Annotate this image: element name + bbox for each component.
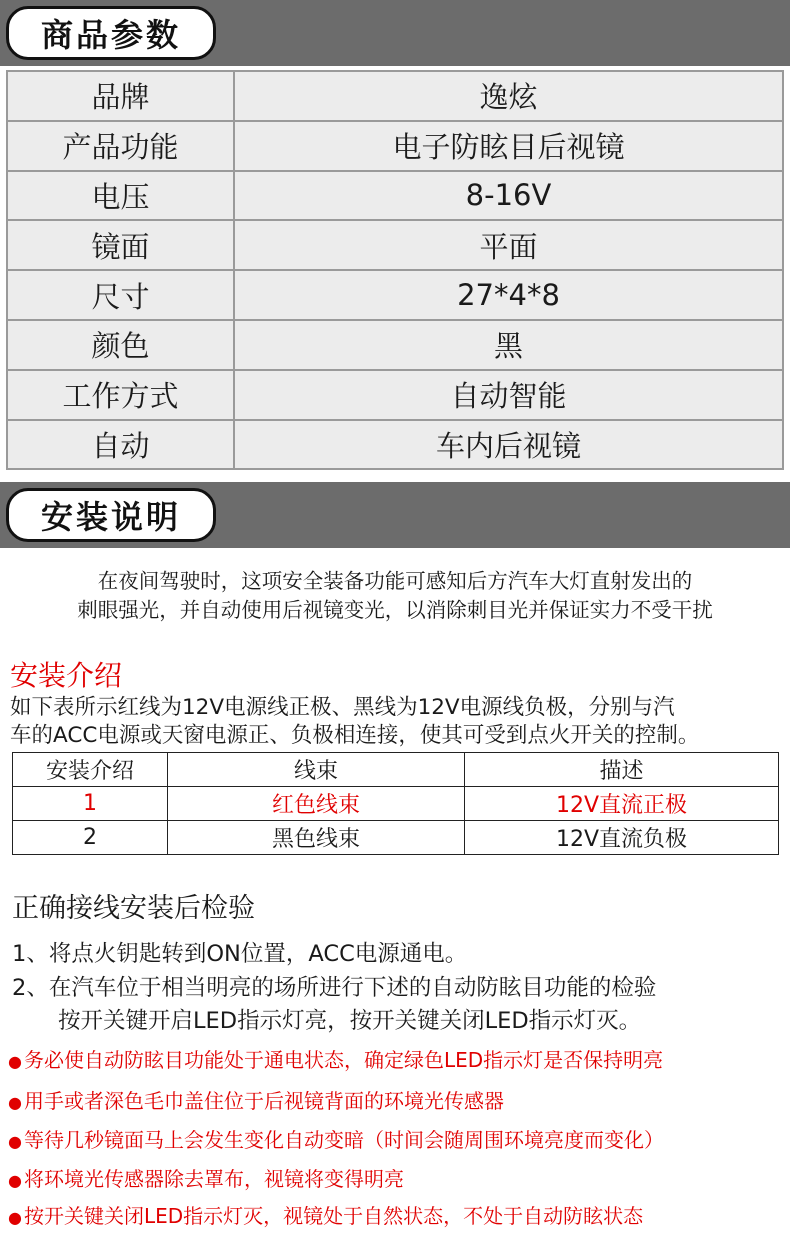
spec-value: 平面: [234, 220, 783, 270]
check-bullet: [8, 1200, 643, 1229]
spec-key: 产品功能: [7, 121, 234, 171]
install-para-line-1: 如下表所示红线为12V电源线正极、黑线为12V电源线负极，分别与汽: [10, 695, 675, 720]
table-cell: 12V直流正极: [465, 787, 779, 821]
check-bullet: [8, 1044, 663, 1073]
spec-value: 自动智能: [234, 370, 783, 420]
table-row: [7, 420, 783, 470]
section-title-install: 安装说明: [6, 488, 216, 542]
table-cell: 红色线束: [168, 787, 465, 821]
intro-line-2: 刺眼强光，并自动使用后视镜变光，以消除刺目光并保证实力不受干扰: [77, 598, 713, 622]
install-title: 安装介绍: [10, 659, 123, 692]
table-row: [7, 71, 783, 121]
spec-key: 品牌: [7, 71, 234, 121]
bullet-dot-icon: ●: [8, 1093, 22, 1112]
spec-value: 27*4*8: [234, 270, 783, 320]
check-bullet: [8, 1163, 404, 1192]
check-bullet: [8, 1085, 504, 1114]
table-row: [7, 121, 783, 171]
install-para-line-2: 车的ACC电源或天窗电源正、负极相连接，使其可受到点火开关的控制。: [10, 723, 700, 748]
section-header-specs: [0, 0, 790, 66]
column-header: 描述: [465, 753, 779, 787]
table-row: [7, 370, 783, 420]
check-step-1: 1、将点火钥匙转到ON位置，ACC电源通电。: [12, 941, 468, 967]
check-title: 正确接线安装后检验: [12, 893, 255, 924]
bullet-dot-icon: ●: [8, 1171, 22, 1190]
spec-key: 尺寸: [7, 270, 234, 320]
bullet-text: 务必使自动防眩目功能处于通电状态，确定绿色LED指示灯是否保持明亮: [23, 1048, 664, 1072]
check-bullet: [8, 1124, 664, 1153]
spec-key: 工作方式: [7, 370, 234, 420]
section-title-specs: 商品参数: [6, 6, 216, 60]
table-row: [13, 821, 779, 855]
table-row: [7, 270, 783, 320]
bullet-text: 用手或者深色毛巾盖住位于后视镜背面的环境光传感器: [23, 1089, 504, 1113]
spec-value: 黑: [234, 320, 783, 370]
column-header: 安装介绍: [13, 753, 168, 787]
spec-key: 镜面: [7, 220, 234, 270]
bullet-dot-icon: ●: [8, 1132, 22, 1151]
spec-value: 8-16V: [234, 171, 783, 221]
spec-value: 逸炫: [234, 71, 783, 121]
bullet-text: 按开关键关闭LED指示灯灭，视镜处于自然状态，不处于自动防眩状态: [23, 1204, 644, 1228]
table-cell: 2: [13, 821, 168, 855]
table-row: [7, 220, 783, 270]
spec-key: 自动: [7, 420, 234, 470]
table-cell: 12V直流负极: [465, 821, 779, 855]
table-row: [7, 320, 783, 370]
spec-key: 颜色: [7, 320, 234, 370]
table-cell: 黑色线束: [168, 821, 465, 855]
bullet-text: 将环境光传感器除去罩布，视镜将变得明亮: [23, 1167, 404, 1191]
bullet-dot-icon: ●: [8, 1208, 22, 1227]
spec-value: 车内后视镜: [234, 420, 783, 470]
spec-value: 电子防眩目后视镜: [234, 121, 783, 171]
section-header-install: [0, 482, 790, 548]
bullet-text: 等待几秒镜面马上会发生变化自动变暗（时间会随周围环境亮度而变化）: [23, 1128, 664, 1152]
column-header: 线束: [168, 753, 465, 787]
table-cell: 1: [13, 787, 168, 821]
spec-table: [6, 70, 784, 470]
check-step-2: 2、在汽车位于相当明亮的场所进行下述的自动防眩目功能的检验: [12, 975, 657, 1001]
bullet-dot-icon: ●: [8, 1052, 22, 1071]
spec-key: 电压: [7, 171, 234, 221]
table-header-row: [13, 753, 779, 787]
check-step-2-detail: 按开关键开启LED指示灯亮，按开关键关闭LED指示灯灭。: [58, 1008, 642, 1034]
intro-line-1: 在夜间驾驶时，这项安全装备功能可感知后方汽车大灯直射发出的: [97, 569, 693, 593]
table-row: [7, 171, 783, 221]
table-row: [13, 787, 779, 821]
wire-table: [12, 752, 779, 855]
